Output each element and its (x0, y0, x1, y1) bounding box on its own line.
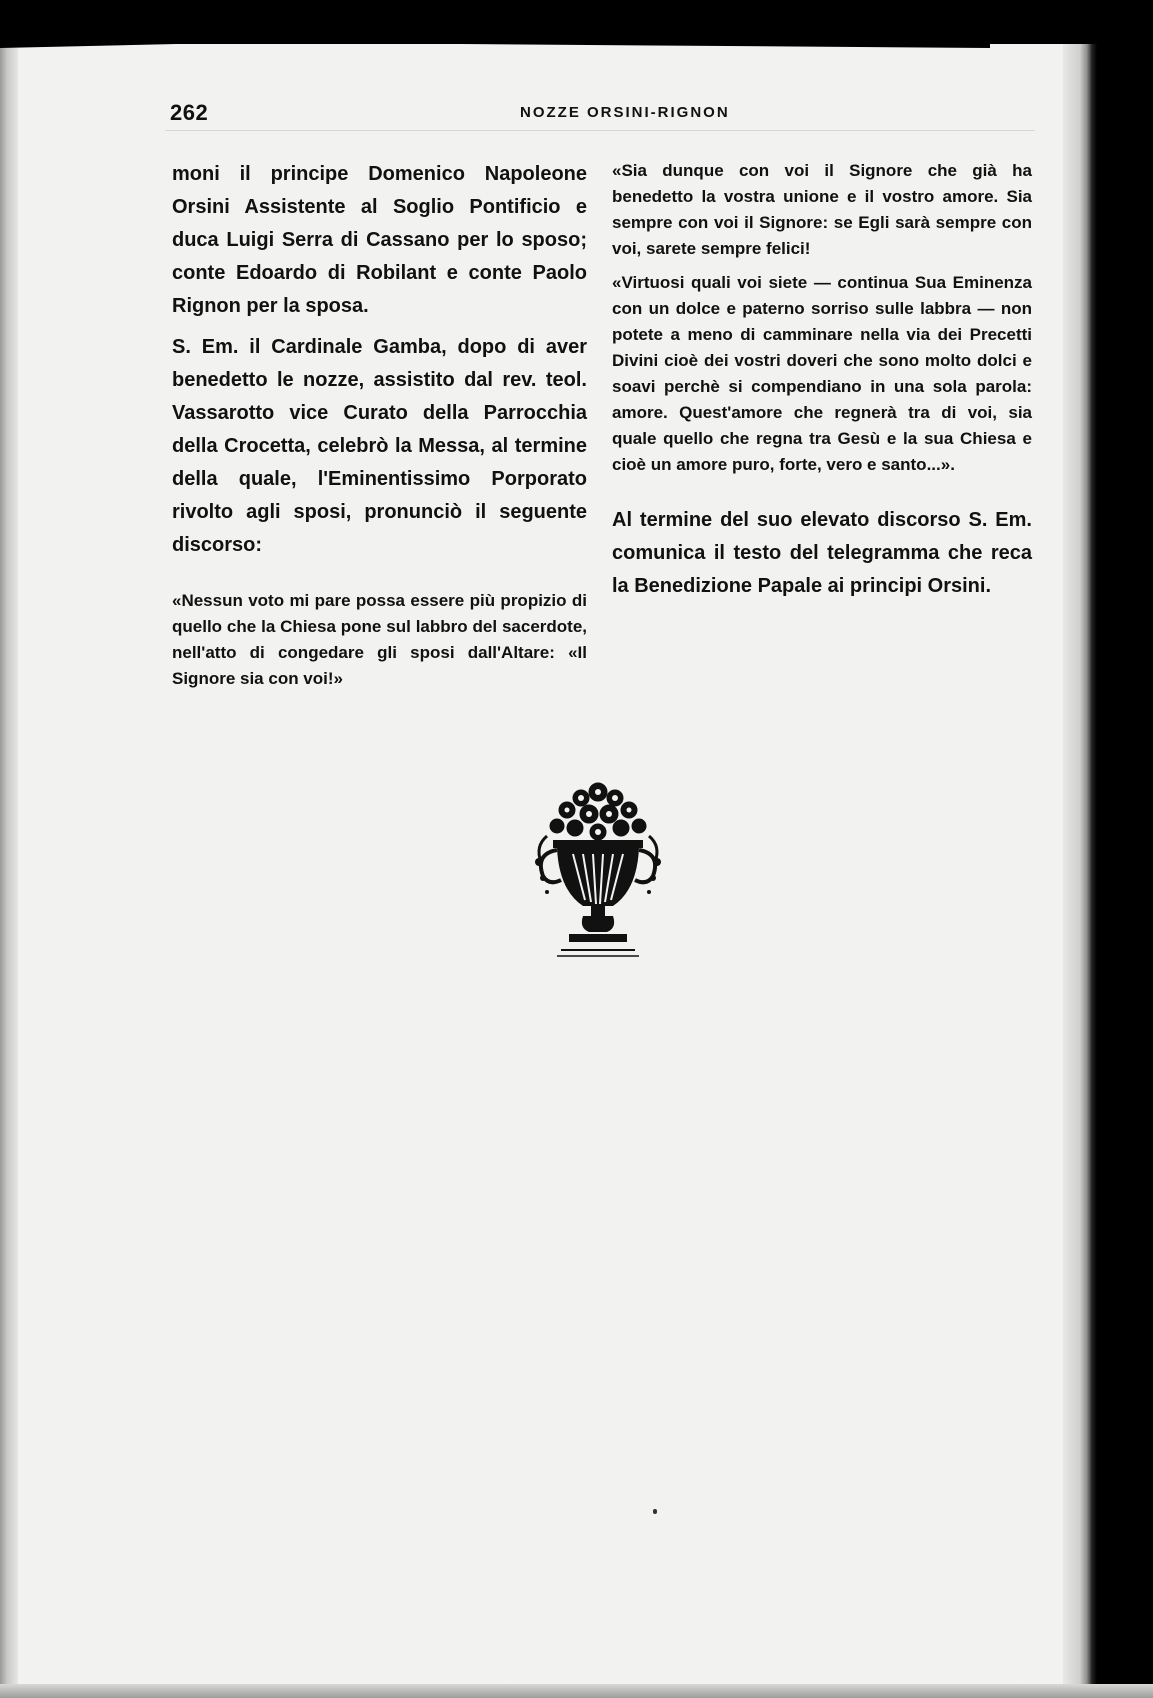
running-head: NOZZE ORSINI-RIGNON (520, 104, 730, 121)
scan-bottom-border (0, 1684, 1153, 1698)
scan-left-edge (0, 40, 18, 1698)
right-quote-1: «Sia dunque con voi il Signore che già ha benedetto la vostra unione e il vostro amore. Sia sempre con voi il Signore: se Egli sarà sempre con voi, sarete sempre felici! (612, 161, 1032, 258)
right-closing-paragraph: Al termine del suo elevato discorso S. Em. comunica il testo del telegramma che reca la Benedizione Papale ai principi Orsini. (612, 509, 1032, 597)
left-quote: «Nessun voto mi pare possa essere più propizio di quello che la Chiesa pone sul labbro del sacerdote, nell'atto di congedare gli sposi dall'Altare: «Il Signore sia con voi!» (172, 591, 587, 688)
scan-page-edge (1063, 40, 1091, 1698)
left-paragraph-2: S. Em. il Cardinale Gamba, dopo di aver benedetto le nozze, assistito dal rev. teol. Vassarotto vice Curato della Parrocchia della Crocetta, celebrò la Messa, al termine della quale, l'Eminentissimo Porporato rivolto agli sposi, pronunciò il seguente discorso: (172, 336, 587, 556)
flower-vase-ornament-icon (517, 770, 679, 980)
stray-mark (653, 1509, 657, 1514)
scan-right-border (1091, 0, 1153, 1698)
page-number: 262 (170, 100, 209, 125)
left-column (172, 158, 587, 692)
header-rule (165, 130, 1035, 131)
right-quote-2: «Virtuosi quali voi siete — continua Sua Eminenza con un dolce e paterno sorriso sulle labbra — non potete a meno di camminare nella via dei Precetti Divini cioè dei vostri doveri che sono molto dolci e soavi perchè si compendiano in una sola parola: amore. Quest'amore che regnerà tra di voi, sia quale quello che regna tra Gesù e la sua Chiesa e cioè un amore puro, forte, vero e santo...». (612, 273, 1032, 474)
left-paragraph-1: moni il principe Domenico Napoleone Orsini Assistente al Soglio Pontificio e duca Luigi Serra di Cassano per lo sposo; conte Edoardo di Robilant e conte Paolo Rignon per la sposa. (172, 163, 587, 317)
right-column (612, 158, 1032, 603)
